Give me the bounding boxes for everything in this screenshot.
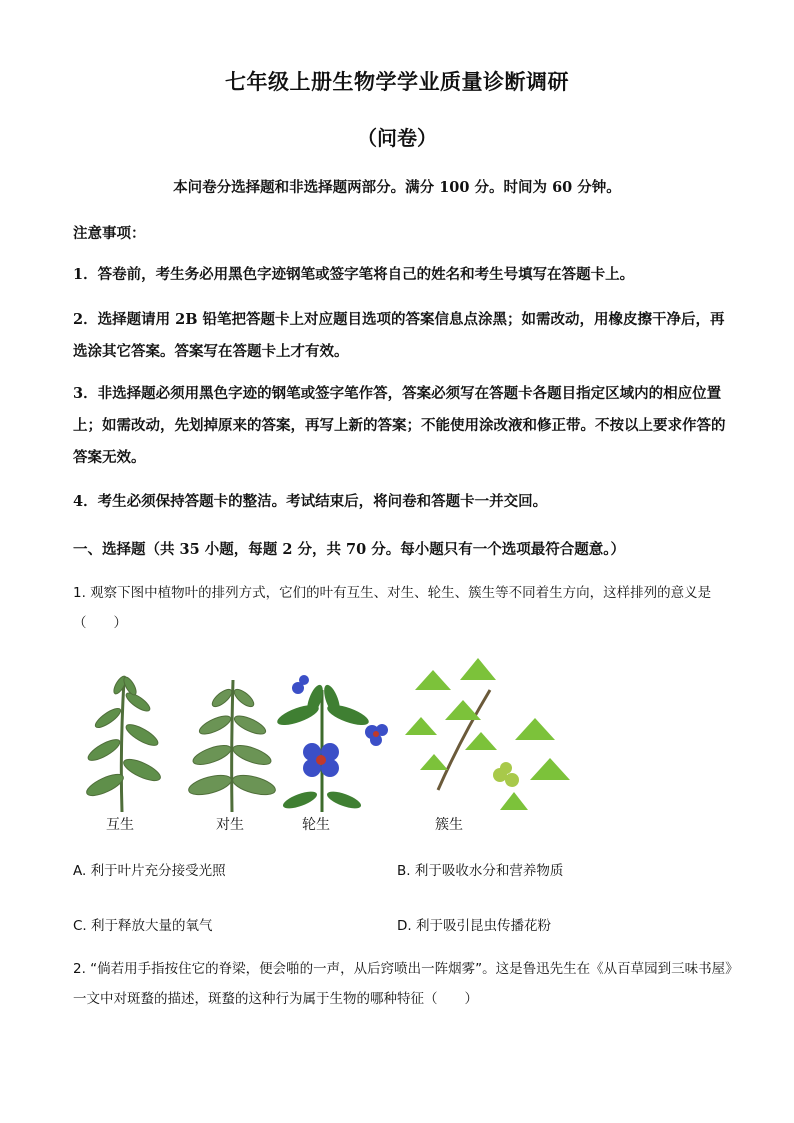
caption-alternate: 互生 [106,817,134,833]
option-b: B. 利于吸收水分和营养物质 [397,863,564,879]
note-item-2: 2．选择题请用 2B 铅笔把答题卡上对应题目选项的答案信息点涂黑；如需改动，用橡皮擦干净后，再选涂其它答案。答案写在答题卡上才有效。 [73,311,725,360]
note-item-3: 3．非选择题必须用黑色字迹的钢笔或签字笔作答，答案必须写在答题卡各题目指定区域内的相应位置上；如需改动，先划掉原来的答案，再写上新的答案；不能使用涂改液和修正带。不按以上要求作答的答案无效。 [73,385,726,466]
option-c: C. 利于释放大量的氧气 [73,918,213,934]
note-item-4: 4．考生必须保持答题卡的整洁。考试结束后，将问卷和答题卡一并交回。 [73,493,548,510]
exam-intro: 本问卷分选择题和非选择题两部分。满分 100 分。时间为 60 分钟。 [173,179,621,196]
caption-opposite: 对生 [216,817,244,833]
whorled-leaf-plant [275,675,388,812]
alternate-leaf-plant [84,674,163,812]
note-item-1: 1．答卷前，考生务必用黑色字迹钢笔或签字笔将自己的姓名和考生号填写在答题卡上。 [73,266,635,283]
clustered-leaf-plant [405,658,570,810]
document-subtitle: （问卷） [357,126,437,150]
leaf-arrangement-figure [60,650,580,820]
plant-illustrations [60,650,580,820]
caption-clustered: 簇生 [435,817,463,833]
document-title: 七年级上册生物学学业质量诊断调研 [225,69,569,94]
option-a: A. 利于叶片充分接受光照 [73,863,226,879]
section-heading: 一、选择题（共 35 小题，每题 2 分，共 70 分。每小题只有一个选项最符合题意。） [73,541,625,558]
option-d: D. 利于吸引昆虫传播花粉 [397,918,551,934]
question-2-text: 2. “倘若用手指按住它的脊梁，便会啪的一声，从后窍喷出一阵烟雾”。这是鲁迅先生在《从百草园到三味书屋》一文中对斑蝥的描述，斑蝥的这种行为属于生物的哪种特征（ ） [73,961,732,1007]
opposite-leaf-plant [187,680,278,812]
caption-whorled: 轮生 [302,817,330,833]
notes-heading: 注意事项： [73,225,146,242]
question-1-text: 1. 观察下图中植物叶的排列方式，它们的叶有互生、对生、轮生、簇生等不同着生方向，这样排列的意义是（ ） [73,585,712,631]
